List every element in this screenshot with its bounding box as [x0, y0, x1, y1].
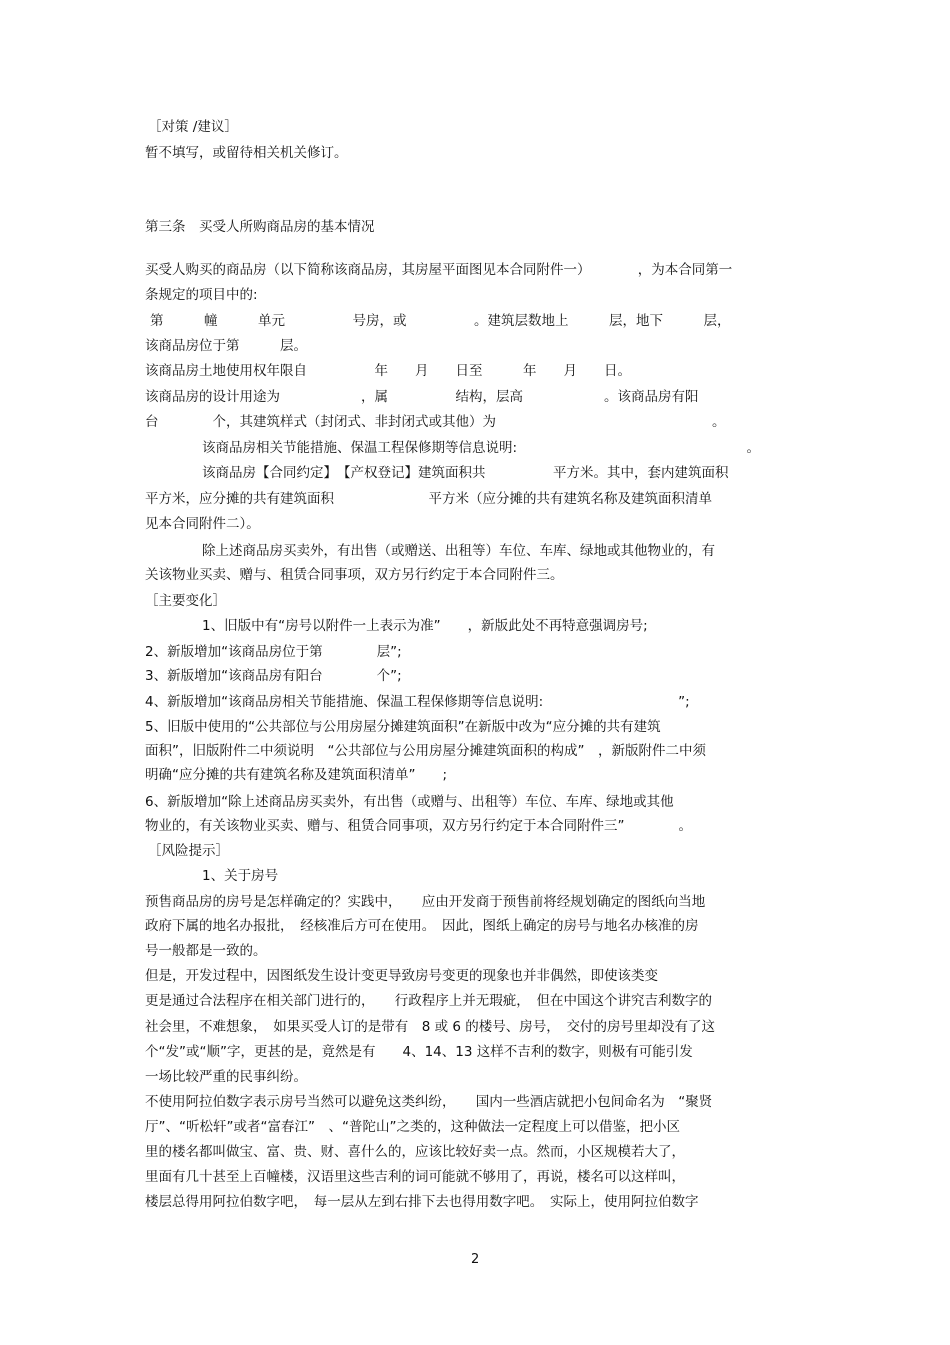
page-number: 2 — [471, 1252, 480, 1267]
text-line: 见本合同附件二）。 — [145, 516, 260, 532]
text-line: 该商品房【合同约定】 【产权登记】建筑面积共 平方米。其中，套内建筑面积 — [175, 465, 729, 481]
text-line: 不使用阿拉伯数字表示房号当然可以避免这类纠纷， 国内一些酒店就把小包间命名为 “聚贤 — [145, 1094, 713, 1110]
text-line: 1、旧版中有“房号以附件一上表示为准” ，新版此处不再特意强调房号; — [175, 618, 648, 634]
text-line: 物业的，有关该物业买卖、赠与、租赁合同事项，双方另行约定于本合同附件三” 。 — [145, 818, 692, 834]
text-line: 除上述商品房买卖外，有出售（或赠送、出租等）车位、车库、绿地或其他物业的，有 — [175, 543, 715, 559]
text-line: 买受人购买的商品房（以下简称该商品房，其房屋平面图见本合同附件一） ，为本合同第一 — [145, 262, 733, 278]
text-line: 平方米，应分摊的共有建筑面积 平方米（应分摊的共有建筑名称及建筑面积清单 — [145, 491, 712, 507]
text-line: 预售商品房的房号是怎样确定的？实践中， 应由开发商于预售前将经规划确定的图纸向当地 — [145, 894, 706, 910]
text-line: 号一般都是一致的。 — [145, 943, 267, 959]
text-line: 4、新版增加“该商品房相关节能措施、保温工程保修期等信息说明: ”; — [145, 694, 690, 710]
text-line: 个“发”或“顺”字，更甚的是，竟然是有 4、14、13 这样不吉利的数字，则极有可能引发 — [145, 1044, 693, 1060]
text-line: 面积”，旧版附件二中须说明 “公共部位与公用房屋分摊建筑面积的构成” ，新版附件二中须 — [145, 743, 706, 759]
text-line: 3、新版增加“该商品房有阳台 个”; — [145, 668, 402, 684]
text-line: 里面有几十甚至上百幢楼，汉语里这些吉利的词可能就不够用了，再说，楼名可以这样叫， — [145, 1169, 685, 1185]
text-line: 政府下属的地名办报批， 经核准后方可在使用。 因此，图纸上确定的房号与地名办核准的房 — [145, 918, 699, 934]
text-line: 6、新版增加“除上述商品房买卖外，有出售（或赠与、出租等）车位、车库、绿地或其他 — [145, 794, 674, 810]
text-line: 2、新版增加“该商品房位于第 层”; — [145, 644, 402, 660]
text-line: 第 幢 单元 号房，或 。建筑层数地上 层，地下 层， — [150, 313, 731, 329]
text-line: 更是通过合法程序在相关部门进行的， 行政程序上并无瑕疵， 但在中国这个讲究吉利数字的 — [145, 993, 712, 1009]
text-line: 关该物业买卖、赠与、租赁合同事项，双方另行约定于本合同附件三。 — [145, 567, 564, 583]
text-line: 该商品房土地使用权年限自 年 月 日至 年 月 日。 — [145, 363, 631, 379]
text-line: 5、旧版中使用的“公共部位与公用房屋分摊建筑面积”在新版中改为“应分摊的共有建筑 — [145, 719, 661, 735]
text-line: 厅”、“听松轩”或者“富春江” 、“普陀山”之类的，这种做法一定程度上可以借鉴，把小区 — [145, 1119, 680, 1135]
text-line: 该商品房位于第 层。 — [145, 338, 307, 354]
text-line: 明确“应分摊的共有建筑名称及建筑面积清单” ; — [145, 767, 448, 783]
text-line: 台 个，其建筑样式（封闭式、非封闭式或其他）为 。 — [145, 414, 726, 430]
text-line: 该商品房相关节能措施、保温工程保修期等信息说明: 。 — [175, 440, 761, 456]
text-line: 里的楼名都叫做宝、富、贵、财、喜什么的，应该比较好卖一点。然而，小区规模若大了， — [145, 1144, 685, 1160]
text-line: 社会里，不难想象， 如果买受人订的是带有 8 或 6 的楼号、房号， 交付的房号里却没有了这 — [145, 1019, 716, 1035]
text-line: 第三条 买受人所购商品房的基本情况 — [145, 219, 375, 235]
text-line: 该商品房的设计用途为 ，属 结构，层高 。该商品房有阳 — [145, 389, 699, 405]
text-line: 一场比较严重的民事纠纷。 — [145, 1069, 307, 1085]
text-line: 但是，开发过程中，因图纸发生设计变更导致房号变更的现象也并非偶然，即使该类变 — [145, 968, 658, 984]
text-line: ［对策 /建议］ — [148, 119, 238, 135]
text-line: 楼层总得用阿拉伯数字吧， 每一层从左到右排下去也得用数字吧。 实际上，使用阿拉伯数字 — [145, 1194, 699, 1210]
text-line: 暂不填写，或留待相关机关修订。 — [145, 145, 348, 161]
text-line: 1、关于房号 — [175, 868, 279, 884]
text-line: 条规定的项目中的: — [145, 287, 258, 303]
text-line: ［风险提示］ — [148, 843, 229, 859]
text-line: ［主要变化］ — [145, 593, 226, 609]
